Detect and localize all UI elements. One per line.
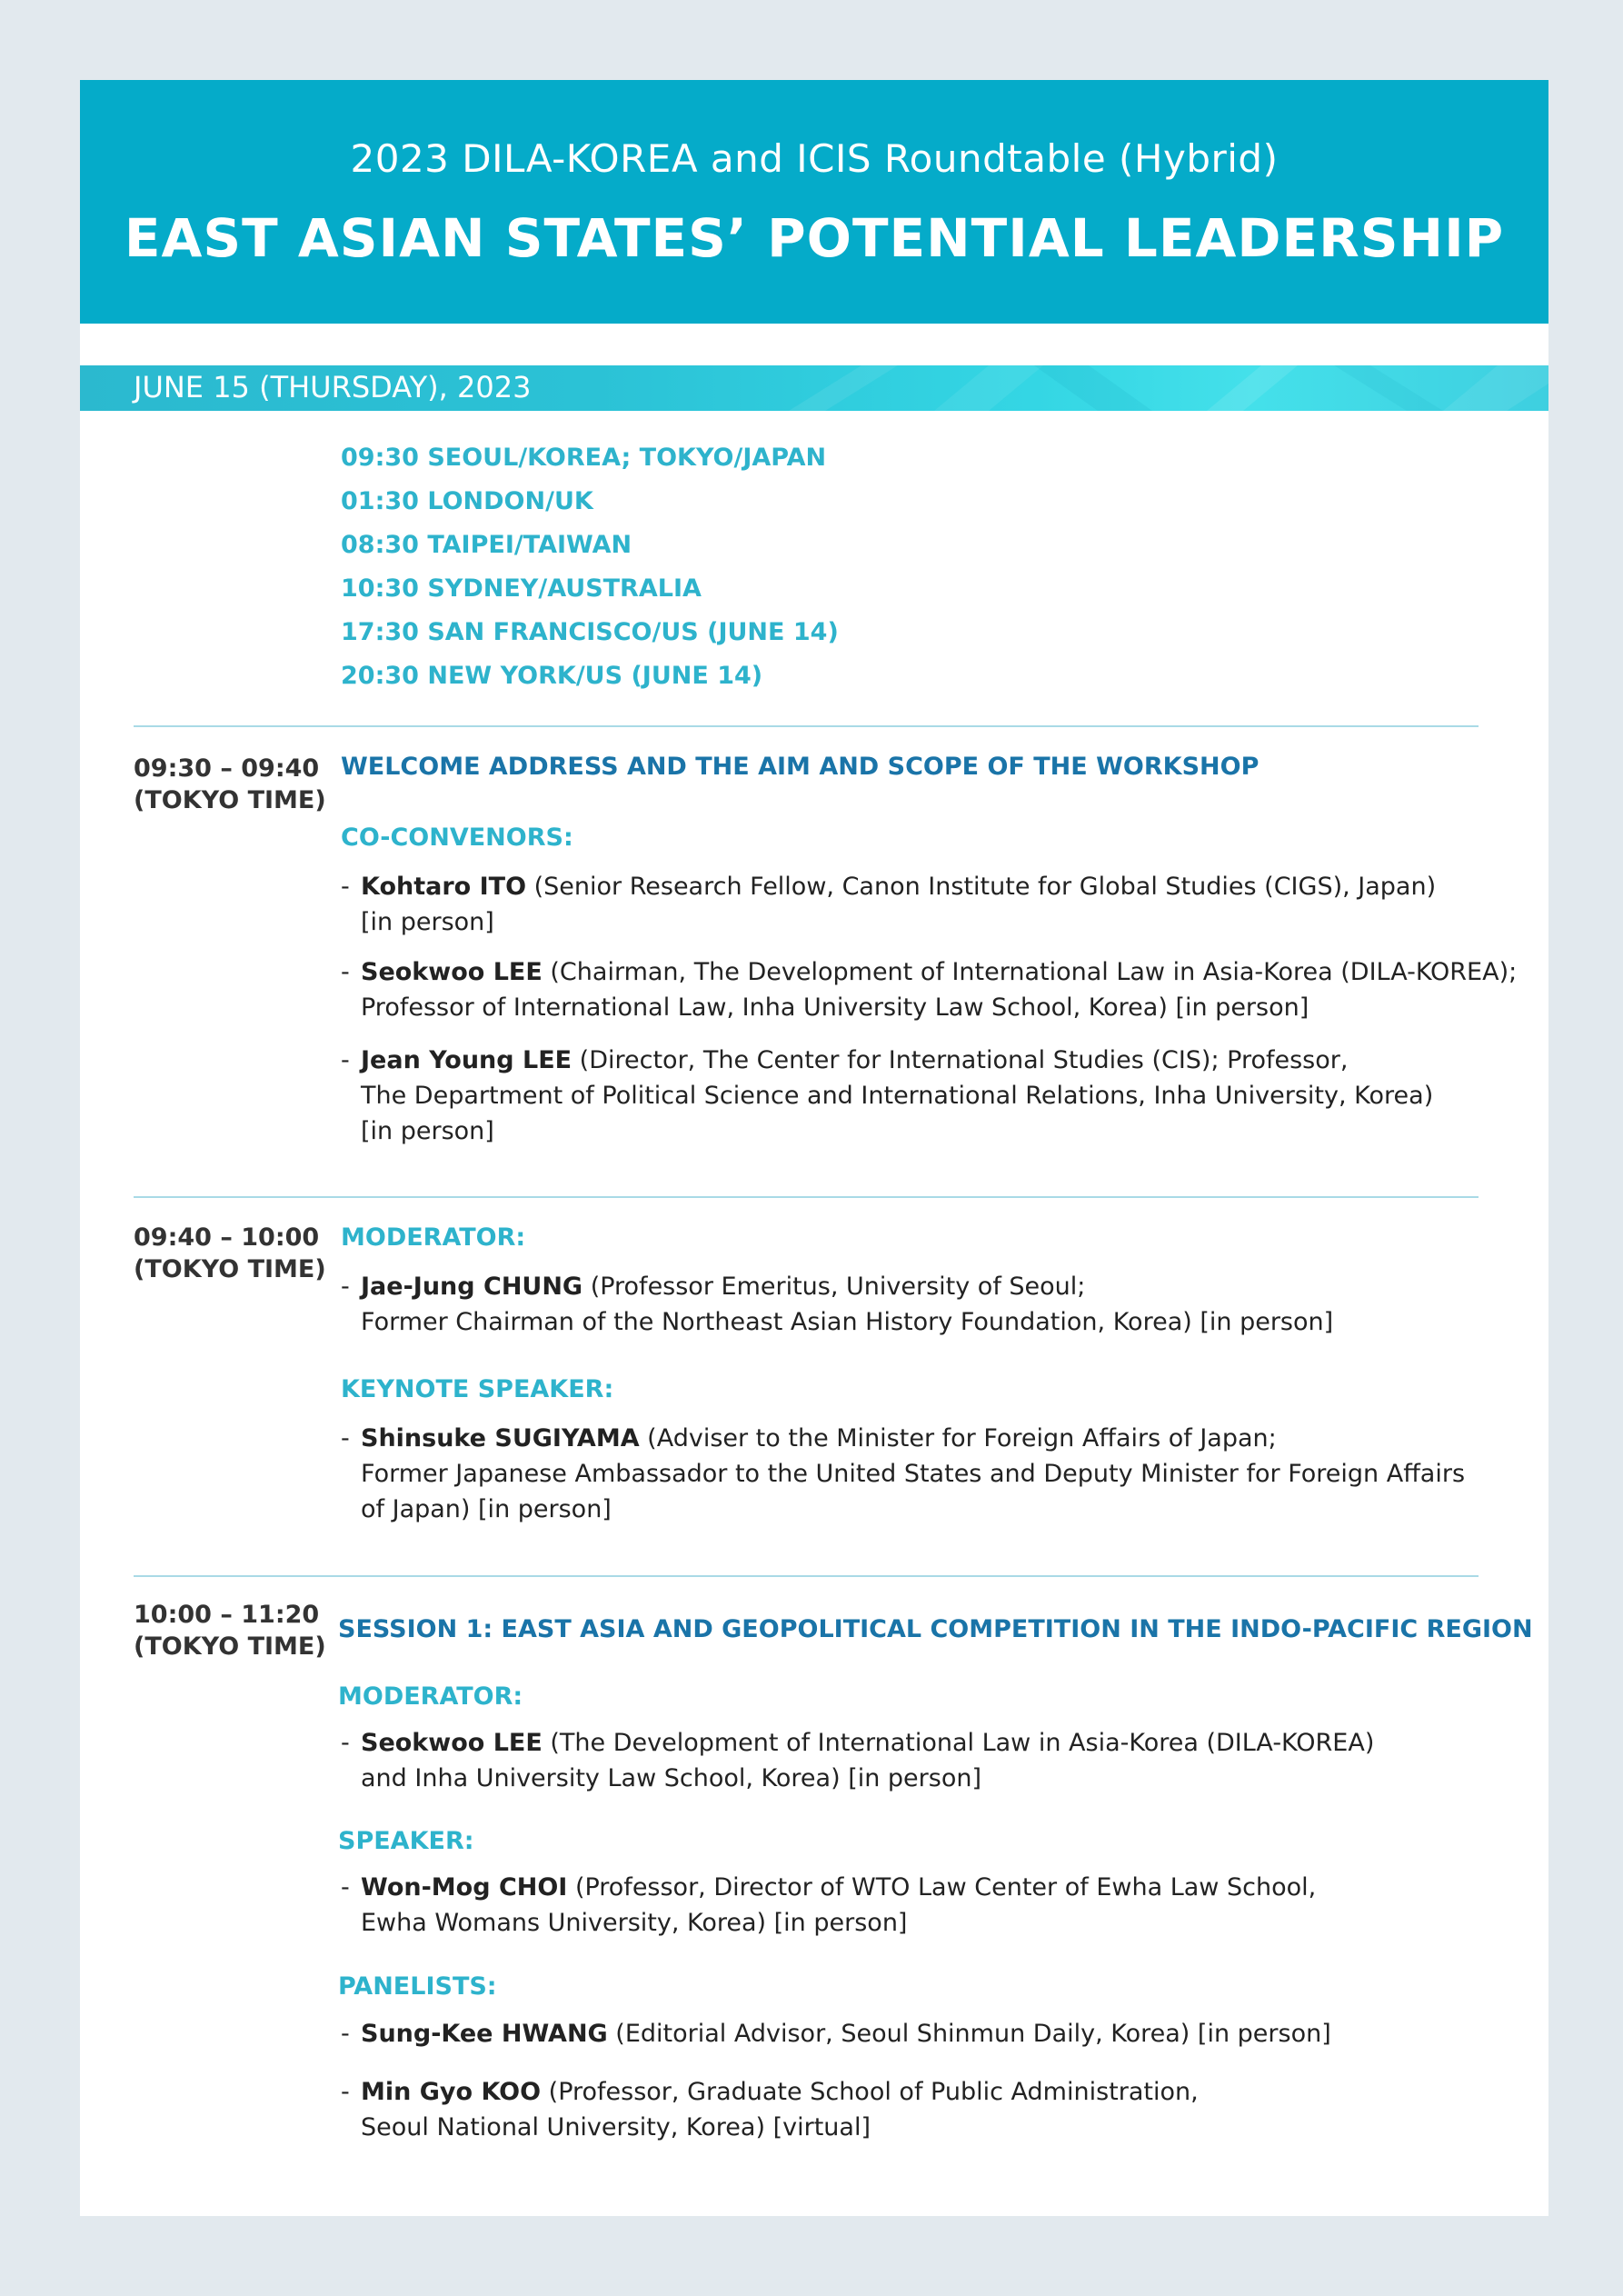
time-zone-note: (TOKYO TIME) bbox=[134, 786, 326, 814]
participant-entry bbox=[341, 1269, 1333, 1340]
participant-affiliation: and Inha University Law School, Korea) [in person] bbox=[361, 1764, 982, 1792]
participant-affiliation: (Director, The Center for International Studies (CIS); Professor, bbox=[572, 1046, 1349, 1074]
event-subtitle: 2023 DILA-KOREA and ICIS Roundtable (Hybrid) bbox=[350, 136, 1279, 181]
participant-name: Sung-Kee HWANG bbox=[361, 2020, 608, 2048]
participant-name: Won-Mog CHOI bbox=[361, 1873, 568, 1902]
bullet-dash: - bbox=[341, 1873, 350, 1902]
participant-affiliation: Seoul National University, Korea) [virtual] bbox=[361, 2113, 871, 2141]
role-heading: SPEAKER: bbox=[338, 1827, 474, 1855]
participant-name: Kohtaro ITO bbox=[361, 873, 527, 901]
block-time bbox=[134, 1599, 326, 1662]
bullet-dash: - bbox=[341, 958, 350, 986]
participant-affiliation: (Editorial Advisor, Seoul Shinmun Daily, Korea) [in person] bbox=[607, 2020, 1331, 2048]
section-divider bbox=[134, 725, 1479, 727]
bullet-dash: - bbox=[341, 873, 350, 901]
timezone-line: 01:30 LONDON/UK bbox=[341, 487, 593, 515]
date-bar bbox=[80, 365, 1548, 411]
participant-entry bbox=[341, 954, 1517, 1025]
participant-affiliation: (Professor Emeritus, University of Seoul; bbox=[582, 1273, 1086, 1301]
time-zone-note: (TOKYO TIME) bbox=[134, 1632, 326, 1661]
role-heading: MODERATOR: bbox=[338, 1682, 523, 1711]
participant-affiliation: Former Chairman of the Northeast Asian History Foundation, Korea) [in person] bbox=[361, 1308, 1334, 1336]
participant-affiliation: (The Development of International Law in Asia-Korea (DILA-KOREA) bbox=[542, 1729, 1375, 1757]
block-time bbox=[134, 753, 326, 816]
role-heading: MODERATOR: bbox=[341, 1223, 526, 1252]
section-divider bbox=[134, 1575, 1479, 1577]
participant-name: Min Gyo KOO bbox=[361, 2078, 542, 2106]
timezone-line: 10:30 SYDNEY/AUSTRALIA bbox=[341, 574, 702, 603]
role-heading: CO-CONVENORS: bbox=[341, 824, 573, 852]
participant-affiliation: (Adviser to the Minister for Foreign Affairs of Japan; bbox=[639, 1424, 1277, 1452]
event-date: JUNE 15 (THURSDAY), 2023 bbox=[134, 370, 532, 404]
participant-entry bbox=[341, 1043, 1433, 1149]
participant-affiliation: (Senior Research Fellow, Canon Institute for Global Studies (CIGS), Japan) bbox=[526, 873, 1437, 901]
participant-affiliation: [in person] bbox=[361, 1117, 494, 1145]
participant-affiliation: (Chairman, The Development of International Law in Asia-Korea (DILA-KOREA); bbox=[542, 958, 1518, 986]
participant-name: Seokwoo LEE bbox=[361, 1729, 543, 1757]
bullet-dash: - bbox=[341, 2020, 350, 2048]
time-range: 09:30 – 09:40 bbox=[134, 754, 320, 783]
participant-name: Seokwoo LEE bbox=[361, 958, 543, 986]
participant-affiliation: (Professor, Director of WTO Law Center of Ewha Law School, bbox=[567, 1873, 1317, 1902]
participant-entry bbox=[341, 1725, 1374, 1796]
bullet-dash: - bbox=[341, 1046, 350, 1074]
block-time bbox=[134, 1222, 326, 1285]
header-banner bbox=[80, 80, 1548, 324]
participant-affiliation: The Department of Political Science and International Relations, Inha University, Korea) bbox=[361, 1082, 1434, 1110]
bullet-dash: - bbox=[341, 1424, 350, 1452]
time-range: 09:40 – 10:00 bbox=[134, 1223, 320, 1252]
participant-name: Shinsuke SUGIYAMA bbox=[361, 1424, 640, 1452]
bullet-dash: - bbox=[341, 1273, 350, 1301]
role-heading: KEYNOTE SPEAKER: bbox=[341, 1375, 614, 1403]
participant-affiliation: (Professor, Graduate School of Public Administration, bbox=[541, 2078, 1199, 2106]
time-range: 10:00 – 11:20 bbox=[134, 1601, 320, 1629]
timezone-line: 09:30 SEOUL/KOREA; TOKYO/JAPAN bbox=[341, 444, 827, 472]
block-title: WELCOME ADDRESS AND THE AIM AND SCOPE OF THE WORKSHOP bbox=[341, 753, 1260, 781]
program-sheet bbox=[80, 80, 1548, 2216]
participant-entry bbox=[341, 1421, 1465, 1527]
event-title: EAST ASIAN STATES’ POTENTIAL LEADERSHIP bbox=[124, 207, 1505, 269]
timezone-line: 20:30 NEW YORK/US (JUNE 14) bbox=[341, 662, 763, 690]
bullet-dash: - bbox=[341, 1729, 350, 1757]
time-zone-note: (TOKYO TIME) bbox=[134, 1255, 326, 1283]
participant-affiliation: of Japan) [in person] bbox=[361, 1495, 612, 1523]
participant-affiliation: Professor of International Law, Inha University Law School, Korea) [in person] bbox=[361, 993, 1309, 1022]
participant-entry bbox=[341, 1870, 1316, 1941]
timezone-line: 08:30 TAIPEI/TAIWAN bbox=[341, 531, 632, 559]
participant-entry bbox=[341, 869, 1436, 940]
participant-entry bbox=[341, 2016, 1331, 2051]
participant-affiliation: Former Japanese Ambassador to the United States and Deputy Minister for Foreign Affairs bbox=[361, 1460, 1466, 1488]
participant-name: Jae-Jung CHUNG bbox=[361, 1273, 583, 1301]
bullet-dash: - bbox=[341, 2078, 350, 2106]
block-title: SESSION 1: EAST ASIA AND GEOPOLITICAL COMPETITION IN THE INDO-PACIFIC REGION bbox=[338, 1615, 1533, 1643]
participant-entry bbox=[341, 2074, 1199, 2145]
timezone-line: 17:30 SAN FRANCISCO/US (JUNE 14) bbox=[341, 618, 839, 646]
participant-affiliation: [in person] bbox=[361, 908, 494, 936]
participant-affiliation: Ewha Womans University, Korea) [in person] bbox=[361, 1909, 908, 1937]
section-divider bbox=[134, 1196, 1479, 1198]
participant-name: Jean Young LEE bbox=[361, 1046, 573, 1074]
role-heading: PANELISTS: bbox=[338, 1972, 497, 2001]
